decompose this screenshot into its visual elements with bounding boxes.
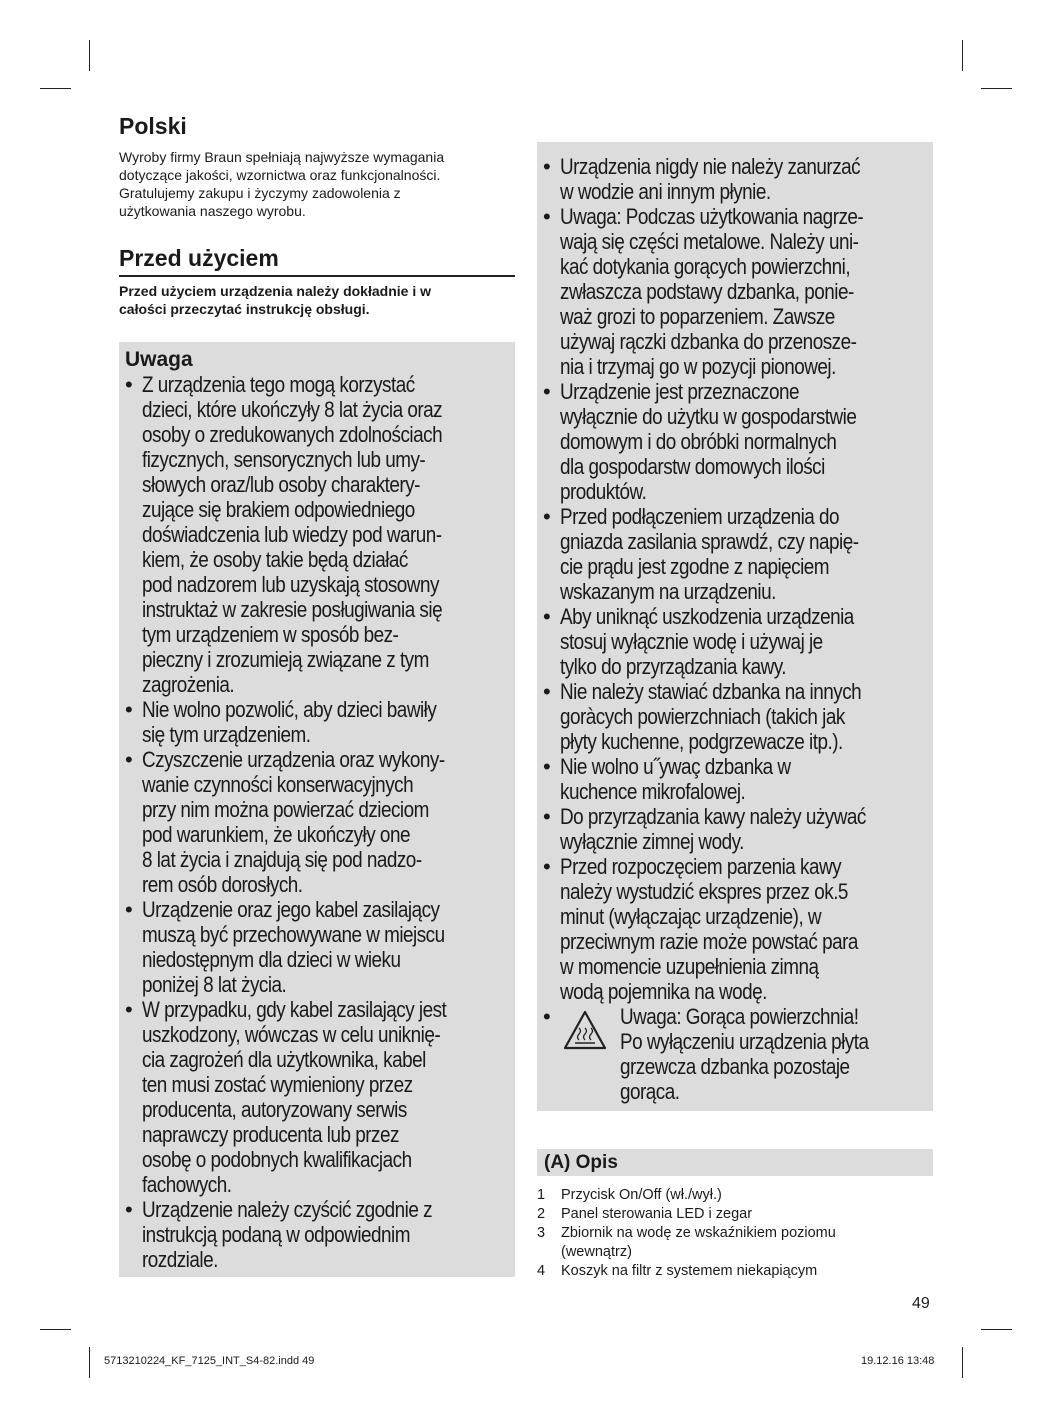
bullet: • xyxy=(543,804,551,829)
warning-box-right xyxy=(537,142,933,1111)
page-number: 49 xyxy=(912,1295,930,1312)
warning-line: Nie należy stawiać dzbanka na innych xyxy=(560,679,862,704)
hot-surface-text xyxy=(620,1004,909,1104)
warning-line: naprawczy producenta lub przez xyxy=(142,1122,399,1147)
warning-line: domowym i do obróbki normalnych xyxy=(560,429,837,454)
warning-line: poniżej 8 lat życia. xyxy=(142,972,287,997)
warning-line: należy wystudzić ekspres przez ok.5 xyxy=(560,879,848,904)
hot-surface-warning-icon xyxy=(563,1010,607,1050)
warning-line: Urządzenie jest przeznaczone xyxy=(560,379,800,404)
warning-line: doświadczenia lub wiedzy pod warun- xyxy=(142,522,442,547)
description-list xyxy=(537,1186,933,1281)
warning-line: osoby o zredukowanych zdolnościach xyxy=(142,422,443,447)
warning-line: cie prądu jest zgodne z napięciem xyxy=(560,554,830,579)
crop-mark xyxy=(40,1329,71,1330)
bullet: • xyxy=(543,1004,551,1029)
warning-line: zwłaszcza podstawy dzbanka, ponie- xyxy=(560,279,854,304)
warning-line: producenta, autoryzowany serwis xyxy=(142,1097,407,1122)
warning-line: gorąca. xyxy=(620,1079,680,1104)
warning-line: Uwaga: Gorąca powierzchnia! xyxy=(620,1004,859,1029)
warning-line: uszkodzony, wówczas w celu uniknię- xyxy=(142,1022,441,1047)
bullet: • xyxy=(543,604,551,629)
warning-line: słowych oraz/lub osoby charaktery- xyxy=(142,472,420,497)
warning-line: tylko do przyrządzania kawy. xyxy=(560,654,787,679)
warning-line: kać dotykania gorących powierzchni, xyxy=(560,254,851,279)
bullet: • xyxy=(543,154,551,179)
footer-date: 19.12.16 13:48 xyxy=(861,1355,935,1367)
crop-mark xyxy=(981,88,1012,89)
warning-line: stosuj wyłącznie wodę i używaj je xyxy=(560,629,823,654)
section-divider xyxy=(119,275,515,277)
intro-line: Gratulujemy zakupu i życzymy zadowolenia z xyxy=(119,185,401,201)
warning-item xyxy=(125,897,515,997)
warning-line: Po wyłączeniu urządzenia płyta xyxy=(620,1029,869,1054)
crop-mark xyxy=(89,40,90,71)
warning-line: Przed podłączeniem urządzenia do xyxy=(560,504,840,529)
item-label: (wewnątrz) xyxy=(561,1244,632,1260)
warning-line: przeciwnym razie może powstać para xyxy=(560,929,858,954)
warning-line: wanie czynności konserwacyjnych xyxy=(142,772,414,797)
warning-line: dla gospodarstw domowych ilości xyxy=(560,454,825,479)
warning-line: zujące się brakiem odpowiedniego xyxy=(142,497,415,522)
crop-mark xyxy=(962,1347,963,1378)
crop-mark xyxy=(89,1347,90,1378)
item-label: Panel sterowania LED i zegar xyxy=(561,1206,753,1222)
bullet: • xyxy=(543,204,551,229)
section-title: Przed użyciem xyxy=(119,245,279,271)
item-label: Zbiornik na wodę ze wskaźnikiem poziomu xyxy=(561,1225,836,1241)
warning-item xyxy=(125,697,515,747)
warning-line: Czyszczenie urządzenia oraz wykony- xyxy=(142,747,445,772)
warning-line: wodą pojemnika na wodę. xyxy=(560,979,767,1004)
notice-line: całości przeczytać instrukcję obsługi. xyxy=(119,301,370,317)
intro-text xyxy=(119,148,514,220)
warning-line: Aby uniknąć uszkodzenia urządzenia xyxy=(560,604,854,629)
warning-line: Nie wolno pozwolić, aby dzieci bawiły xyxy=(142,697,437,722)
warning-item xyxy=(543,204,933,379)
warning-line: płyty kuchenne, podgrzewacze itp.). xyxy=(560,729,843,754)
warning-line: ten musi zostać wymieniony przez xyxy=(142,1072,413,1097)
warning-line: pod warunkiem, że ukończyły one xyxy=(142,822,410,847)
warning-line: Urządzenia nigdy nie należy zanurzać xyxy=(560,154,861,179)
warning-line: fizycznych, sensorycznych lub umy- xyxy=(142,447,426,472)
warning-line: cia zagrożeń dla użytkownika, kabel xyxy=(142,1047,426,1072)
warning-line: wyłącznie do użytku w gospodarstwie xyxy=(560,404,857,429)
bullet: • xyxy=(543,854,551,879)
bullet: • xyxy=(543,754,551,779)
warning-line: Z urządzenia tego mogą korzystać xyxy=(142,372,415,397)
item-number: 1 xyxy=(537,1187,546,1203)
warning-box-left xyxy=(119,342,515,1277)
warning-list-left xyxy=(125,372,515,1272)
warning-line: zagrożenia. xyxy=(142,672,235,697)
warning-line: minut (wyłączając urządzenie), w xyxy=(560,904,822,929)
warning-item xyxy=(125,747,515,897)
warning-line: w wodzie ani innym płynie. xyxy=(560,179,771,204)
description-heading-bar xyxy=(537,1149,933,1176)
warning-item xyxy=(543,754,933,804)
warning-line: Do przyrządzania kawy należy używać xyxy=(560,804,866,829)
warning-item xyxy=(543,854,933,1004)
warning-item xyxy=(543,804,933,854)
warning-line: Uwaga: Podczas użytkowania nagrze- xyxy=(560,204,864,229)
description-item xyxy=(537,1186,933,1205)
warning-line: wskazanym na urządzeniu. xyxy=(560,579,776,604)
warning-item xyxy=(543,379,933,504)
warning-line: waż grozi to poparzeniem. Zawsze xyxy=(560,304,835,329)
warning-line: produktów. xyxy=(560,479,647,504)
warning-line: Urządzenie oraz jego kabel zasilający xyxy=(142,897,440,922)
crop-mark xyxy=(962,40,963,71)
bullet: • xyxy=(125,997,133,1022)
warning-line: tym urządzeniem w sposób bez- xyxy=(142,622,399,647)
warning-line: pieczny i zrozumieją związane z tym xyxy=(142,647,429,672)
warning-line: instrukcją podaną w odpowiednim xyxy=(142,1222,410,1247)
item-label: Przycisk On/Off (wł./wył.) xyxy=(561,1187,722,1203)
description-item xyxy=(537,1205,933,1224)
warning-line: nia i trzymaj go w pozycji pionowej. xyxy=(560,354,836,379)
warning-list-right xyxy=(543,154,933,1104)
footer-file-info: 5713210224_KF_7125_INT_S4-82.indd 49 xyxy=(104,1355,315,1367)
bullet: • xyxy=(125,1197,133,1222)
warning-item xyxy=(543,504,933,604)
warning-line: w momencie uzupełnienia zimną xyxy=(560,954,819,979)
item-number: 2 xyxy=(537,1206,546,1222)
intro-line: Wyroby firmy Braun spełniają najwyższe wymagania xyxy=(119,149,445,165)
warning-line: instruktaż w zakresie posługiwania się xyxy=(142,597,443,622)
warning-line: goràcych powierzchniach (takich jak xyxy=(560,704,845,729)
warning-line: pod nadzorem lub uzyskają stosowny xyxy=(142,572,439,597)
crop-mark xyxy=(40,88,71,89)
warning-line: grzewcza dzbanka pozostaje xyxy=(620,1054,850,1079)
warning-line: gniazda zasilania sprawdź, czy napię- xyxy=(560,529,859,554)
description-item xyxy=(537,1262,933,1281)
warning-line: używaj rączki dzbanka do przenosze- xyxy=(560,329,857,354)
description-heading: (A) Opis xyxy=(544,1152,618,1173)
warning-line: muszą być przechowywane w miejscu xyxy=(142,922,445,947)
bullet: • xyxy=(125,747,133,772)
warning-line: wyłącznie zimnej wody. xyxy=(560,829,744,854)
warning-line: Urządzenie należy czyścić zgodnie z xyxy=(142,1197,433,1222)
page-title: Polski xyxy=(119,113,187,139)
item-number: 4 xyxy=(537,1263,546,1279)
bullet: • xyxy=(543,379,551,404)
item-label: Koszyk na filtr z systemem niekapiącym xyxy=(561,1263,818,1279)
bullet: • xyxy=(125,697,133,722)
warning-item xyxy=(125,1197,515,1272)
warning-line: W przypadku, gdy kabel zasilający jest xyxy=(142,997,447,1022)
warning-line: rozdziale. xyxy=(142,1247,218,1272)
warning-line: się tym urządzeniem. xyxy=(142,722,311,747)
warning-line: fachowych. xyxy=(142,1172,232,1197)
warning-line: dzieci, które ukończyły 8 lat życia oraz xyxy=(142,397,443,422)
warning-line: rem osób dorosłych. xyxy=(142,872,303,897)
hot-surface-warning xyxy=(543,1004,933,1104)
warning-line: przy nim można powierzać dzieciom xyxy=(142,797,429,822)
bullet: • xyxy=(543,679,551,704)
read-instructions-notice xyxy=(119,282,515,318)
item-number: 3 xyxy=(537,1225,546,1241)
bullet: • xyxy=(125,372,133,397)
warning-line: kuchence mikrofalowej. xyxy=(560,779,746,804)
warning-line: Nie wolno u˝ywaç dzbanka w xyxy=(560,754,791,779)
warning-line: niedostępnym dla dzieci w wieku xyxy=(142,947,401,972)
bullet: • xyxy=(543,504,551,529)
warning-item xyxy=(543,679,933,754)
warning-item xyxy=(543,154,933,204)
bullet: • xyxy=(125,897,133,922)
warning-line: wają się części metalowe. Należy uni- xyxy=(560,229,859,254)
crop-mark xyxy=(981,1329,1012,1330)
notice-line: Przed użyciem urządzenia należy dokładnie i w xyxy=(119,283,431,299)
warning-item xyxy=(543,604,933,679)
warning-item xyxy=(125,372,515,697)
warning-item xyxy=(125,997,515,1197)
warning-line: kiem, że osoby takie będą działać xyxy=(142,547,408,572)
warning-line: 8 lat życia i znajdują się pod nadzo- xyxy=(142,847,422,872)
warning-line: osobę o podobnych kwalifikacjach xyxy=(142,1147,412,1172)
description-item xyxy=(537,1224,933,1262)
warning-heading: Uwaga xyxy=(125,348,193,371)
warning-line: Przed rozpoczęciem parzenia kawy xyxy=(560,854,842,879)
intro-line: użytkowania naszego wyrobu. xyxy=(119,203,306,219)
intro-line: dotyczące jakości, wzornictwa oraz funkcjonalności. xyxy=(119,167,441,183)
